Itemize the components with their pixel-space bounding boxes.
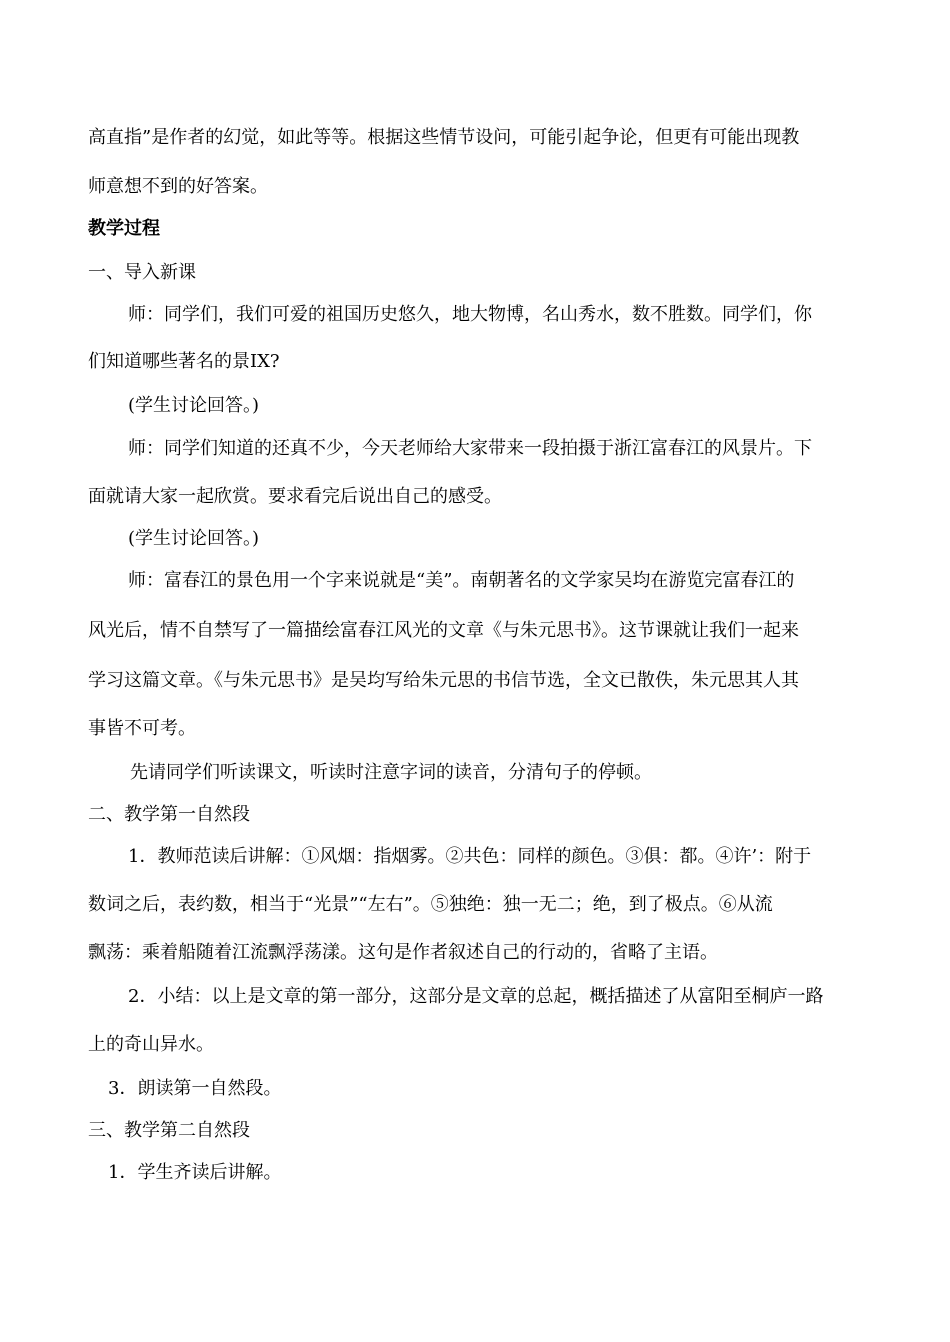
text-line-2: 师意想不到的好答案。	[88, 176, 268, 197]
text-line-student-1: (学生讨论回答。)	[128, 395, 260, 416]
section-heading-teaching-process: 教学过程	[88, 218, 160, 239]
text-line-explanation-1c: 飘荡：乘着船随着江流飘浮荡漾。这句是作者叙述自己的行动的，省略了主语。	[88, 942, 718, 963]
section-heading-intro: 一、导入新课	[88, 262, 196, 283]
text-line-1: 高直指”是作者的幻觉，如此等等。根据这些情节设问，可能引起争论，但更有可能出现教	[88, 127, 800, 148]
text-line-teacher-1: 师：同学们，我们可爱的祖国历史悠久，地大物博，名山秀水，数不胜数。同学们，你	[128, 304, 812, 325]
section-heading-paragraph-2: 三、教学第二自然段	[88, 1120, 250, 1141]
text-line-explanation-1b: 数词之后，表约数，相当于“光景”“左右”。⑤独绝：独一无二；绝，到了极点。⑥从流	[88, 894, 773, 915]
text-line-teacher-2: 师：同学们知道的还真不少，今天老师给大家带来一段拍摄于浙江富春江的风景片。下	[128, 438, 812, 459]
text-line-summary-1b: 上的奇山异水。	[88, 1034, 214, 1055]
text-line-student-reading: 1．学生齐读后讲解。	[108, 1162, 282, 1183]
text-line-student-2: (学生讨论回答。)	[128, 528, 260, 549]
section-heading-paragraph-1: 二、教学第一自然段	[88, 804, 250, 825]
text-line-summary-1: 2．小结：以上是文章的第一部分，这部分是文章的总起，概括描述了从富阳至桐庐一路	[128, 986, 824, 1007]
text-line-explanation-1: 1．教师范读后讲解：①风烟：指烟雾。②共色：同样的颜色。③俱：都。④许’：附于	[128, 846, 812, 867]
text-line-read-paragraph-1: 3．朗读第一自然段。	[108, 1078, 282, 1099]
text-line-teacher-2b: 面就请大家一起欣赏。要求看完后说出自己的感受。	[88, 486, 502, 507]
text-line-teacher-3c: 学习这篇文章。《与朱元思书》是吴均写给朱元思的书信节选，全文已散佚，朱元思其人其	[88, 670, 799, 691]
text-line-teacher-3: 师：富春江的景色用一个字来说就是“美”。南朝著名的文学家吴均在游览完富春江的	[128, 570, 795, 591]
text-line-teacher-3d: 事皆不可考。	[88, 718, 196, 739]
text-line-teacher-1b: 们知道哪些著名的景IX?	[88, 351, 280, 372]
text-line-teacher-3b: 风光后，情不自禁写了一篇描绘富春江风光的文章《与朱元思书》。这节课就让我们一起来	[88, 620, 799, 641]
text-line-reading-instruction: 先请同学们听读课文，听读时注意字词的读音，分清句子的停顿。	[130, 762, 652, 783]
